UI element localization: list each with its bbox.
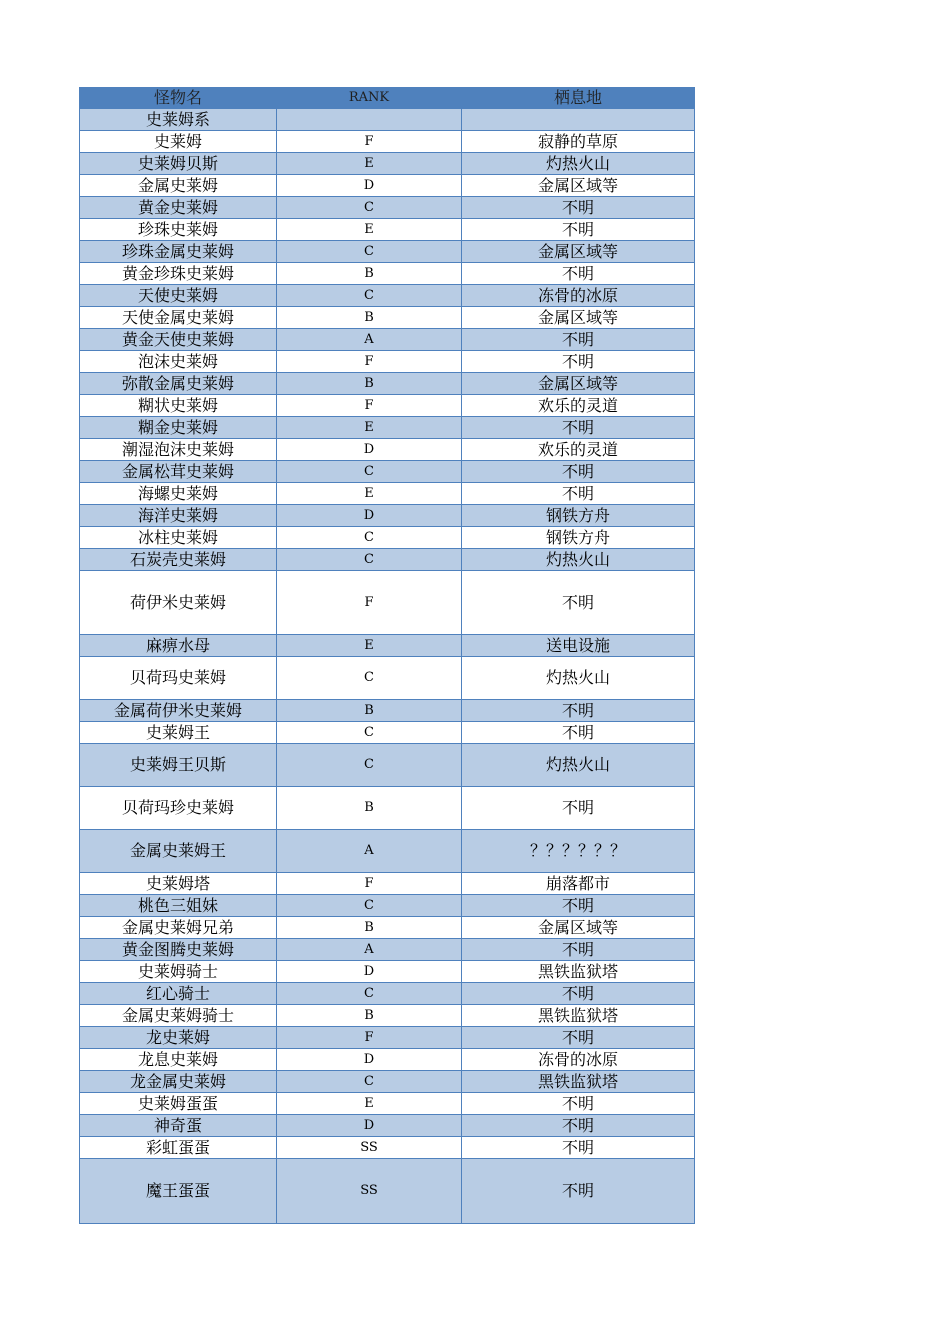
table-row (80, 307, 695, 329)
table-row (80, 873, 695, 895)
table-row (80, 700, 695, 722)
cell-habitat: 金属区域等 (462, 917, 695, 939)
cell-name: 黄金史莱姆 (80, 197, 277, 219)
table-row (80, 571, 695, 635)
cell-habitat: 金属区域等 (462, 373, 695, 395)
cell-rank: C (277, 657, 462, 700)
cell-habitat (462, 109, 695, 131)
cell-habitat: 送电设施 (462, 635, 695, 657)
cell-habitat: 黑铁监狱塔 (462, 1071, 695, 1093)
cell-habitat: 灼热火山 (462, 549, 695, 571)
cell-habitat: 崩落都市 (462, 873, 695, 895)
cell-habitat: 不明 (462, 700, 695, 722)
cell-habitat: 不明 (462, 263, 695, 285)
cell-name: 天使金属史莱姆 (80, 307, 277, 329)
table-row (80, 461, 695, 483)
table-row (80, 219, 695, 241)
cell-name: 史莱姆骑士 (80, 961, 277, 983)
cell-rank: B (277, 1005, 462, 1027)
cell-habitat: 冻骨的冰原 (462, 1049, 695, 1071)
cell-habitat: 冻骨的冰原 (462, 285, 695, 307)
cell-habitat: 不明 (462, 329, 695, 351)
cell-name: 糊状史莱姆 (80, 395, 277, 417)
table-row (80, 549, 695, 571)
cell-habitat: 不明 (462, 1093, 695, 1115)
cell-habitat: 灼热火山 (462, 744, 695, 787)
cell-rank: C (277, 461, 462, 483)
cell-name: 石炭壳史莱姆 (80, 549, 277, 571)
cell-rank: D (277, 439, 462, 461)
table-row (80, 1049, 695, 1071)
table-row (80, 787, 695, 830)
header-cell-habitat: 栖息地 (462, 88, 695, 109)
table-row (80, 329, 695, 351)
table-row (80, 505, 695, 527)
cell-habitat: 黑铁监狱塔 (462, 961, 695, 983)
table-row (80, 439, 695, 461)
cell-rank: E (277, 219, 462, 241)
cell-habitat: 不明 (462, 197, 695, 219)
cell-habitat: 不明 (462, 983, 695, 1005)
cell-habitat: 寂静的草原 (462, 131, 695, 153)
cell-rank: E (277, 417, 462, 439)
cell-habitat: 不明 (462, 1137, 695, 1159)
cell-name: 海洋史莱姆 (80, 505, 277, 527)
cell-name: 金属松茸史莱姆 (80, 461, 277, 483)
cell-name: 史莱姆系 (80, 109, 277, 131)
cell-name: 史莱姆贝斯 (80, 153, 277, 175)
cell-name: 金属史莱姆骑士 (80, 1005, 277, 1027)
table-row (80, 1137, 695, 1159)
table-row (80, 722, 695, 744)
cell-habitat: 不明 (462, 939, 695, 961)
cell-name: 魔王蛋蛋 (80, 1159, 277, 1224)
cell-rank: E (277, 1093, 462, 1115)
table-row (80, 395, 695, 417)
table-row (80, 1027, 695, 1049)
table-row (80, 109, 695, 131)
cell-name: 金属史莱姆王 (80, 830, 277, 873)
cell-habitat: 灼热火山 (462, 153, 695, 175)
cell-habitat: 不明 (462, 1159, 695, 1224)
cell-name: 潮湿泡沫史莱姆 (80, 439, 277, 461)
cell-habitat: 钢铁方舟 (462, 527, 695, 549)
cell-name: 贝荷玛珍史莱姆 (80, 787, 277, 830)
cell-name: 金属荷伊米史莱姆 (80, 700, 277, 722)
cell-habitat: 欢乐的灵道 (462, 439, 695, 461)
cell-habitat: 金属区域等 (462, 241, 695, 263)
cell-name: 泡沫史莱姆 (80, 351, 277, 373)
cell-rank: B (277, 700, 462, 722)
table-row (80, 961, 695, 983)
table-row (80, 263, 695, 285)
table-row (80, 417, 695, 439)
cell-name: 史莱姆王 (80, 722, 277, 744)
cell-name: 黄金天使史莱姆 (80, 329, 277, 351)
table-row (80, 657, 695, 700)
cell-habitat: 不明 (462, 219, 695, 241)
cell-habitat: 不明 (462, 571, 695, 635)
cell-habitat: 不明 (462, 722, 695, 744)
cell-rank (277, 109, 462, 131)
cell-habitat: 不明 (462, 461, 695, 483)
header-cell-rank: RANK (277, 88, 462, 109)
table-header-row (80, 88, 695, 109)
monster-table-body (80, 88, 695, 1224)
cell-rank: B (277, 373, 462, 395)
cell-rank: A (277, 329, 462, 351)
table-row (80, 1159, 695, 1224)
cell-name: 珍珠史莱姆 (80, 219, 277, 241)
table-row (80, 1115, 695, 1137)
table-row (80, 175, 695, 197)
cell-name: 天使史莱姆 (80, 285, 277, 307)
table-row (80, 241, 695, 263)
cell-rank: B (277, 917, 462, 939)
table-row (80, 373, 695, 395)
cell-name: 彩虹蛋蛋 (80, 1137, 277, 1159)
table-row (80, 635, 695, 657)
cell-habitat: 不明 (462, 895, 695, 917)
cell-name: 龙息史莱姆 (80, 1049, 277, 1071)
cell-habitat: 不明 (462, 351, 695, 373)
cell-habitat: 灼热火山 (462, 657, 695, 700)
cell-rank: C (277, 197, 462, 219)
cell-rank: A (277, 939, 462, 961)
cell-rank: SS (277, 1159, 462, 1224)
table-row (80, 153, 695, 175)
cell-habitat: 金属区域等 (462, 175, 695, 197)
cell-name: 海螺史莱姆 (80, 483, 277, 505)
cell-rank: F (277, 873, 462, 895)
table-row (80, 197, 695, 219)
table-row (80, 939, 695, 961)
cell-rank: D (277, 1115, 462, 1137)
cell-name: 史莱姆王贝斯 (80, 744, 277, 787)
cell-rank: D (277, 175, 462, 197)
cell-rank: D (277, 505, 462, 527)
cell-name: 冰柱史莱姆 (80, 527, 277, 549)
table-row (80, 527, 695, 549)
cell-name: 黄金珍珠史莱姆 (80, 263, 277, 285)
cell-habitat: 金属区域等 (462, 307, 695, 329)
table-row (80, 351, 695, 373)
cell-rank: C (277, 285, 462, 307)
cell-rank: A (277, 830, 462, 873)
cell-name: 史莱姆 (80, 131, 277, 153)
table-row (80, 917, 695, 939)
table-row (80, 895, 695, 917)
table-row (80, 983, 695, 1005)
cell-rank: C (277, 983, 462, 1005)
cell-rank: C (277, 722, 462, 744)
cell-name: 红心骑士 (80, 983, 277, 1005)
cell-name: 史莱姆塔 (80, 873, 277, 895)
cell-name: 荷伊米史莱姆 (80, 571, 277, 635)
cell-rank: F (277, 395, 462, 417)
table-row (80, 830, 695, 873)
cell-rank: E (277, 483, 462, 505)
cell-rank: E (277, 153, 462, 175)
cell-name: 珍珠金属史莱姆 (80, 241, 277, 263)
cell-name: 金属史莱姆 (80, 175, 277, 197)
cell-rank: B (277, 263, 462, 285)
table-row (80, 1005, 695, 1027)
table-row (80, 1093, 695, 1115)
cell-rank: C (277, 744, 462, 787)
cell-name: 麻痹水母 (80, 635, 277, 657)
cell-rank: D (277, 1049, 462, 1071)
cell-name: 史莱姆蛋蛋 (80, 1093, 277, 1115)
cell-rank: SS (277, 1137, 462, 1159)
header-cell-name: 怪物名 (80, 88, 277, 109)
cell-rank: F (277, 131, 462, 153)
cell-habitat: 钢铁方舟 (462, 505, 695, 527)
cell-habitat: 黑铁监狱塔 (462, 1005, 695, 1027)
table-row (80, 483, 695, 505)
cell-habitat: 不明 (462, 1027, 695, 1049)
cell-rank: B (277, 787, 462, 830)
table-row (80, 285, 695, 307)
cell-name: 弥散金属史莱姆 (80, 373, 277, 395)
cell-habitat: 不明 (462, 787, 695, 830)
cell-name: 糊金史莱姆 (80, 417, 277, 439)
cell-name: 龙史莱姆 (80, 1027, 277, 1049)
cell-habitat: ？？？？？？ (462, 830, 695, 873)
cell-habitat: 欢乐的灵道 (462, 395, 695, 417)
cell-habitat: 不明 (462, 483, 695, 505)
cell-rank: E (277, 635, 462, 657)
cell-name: 桃色三姐妹 (80, 895, 277, 917)
table-row (80, 131, 695, 153)
cell-name: 黄金图腾史莱姆 (80, 939, 277, 961)
cell-habitat: 不明 (462, 417, 695, 439)
cell-rank: F (277, 571, 462, 635)
cell-name: 贝荷玛史莱姆 (80, 657, 277, 700)
cell-rank: D (277, 961, 462, 983)
cell-habitat: 不明 (462, 1115, 695, 1137)
cell-rank: C (277, 241, 462, 263)
table-row (80, 744, 695, 787)
cell-rank: C (277, 1071, 462, 1093)
monster-table (79, 87, 695, 1224)
cell-rank: C (277, 895, 462, 917)
cell-rank: C (277, 527, 462, 549)
cell-name: 龙金属史莱姆 (80, 1071, 277, 1093)
cell-name: 神奇蛋 (80, 1115, 277, 1137)
cell-rank: C (277, 549, 462, 571)
cell-name: 金属史莱姆兄弟 (80, 917, 277, 939)
cell-rank: B (277, 307, 462, 329)
cell-rank: F (277, 1027, 462, 1049)
table-row (80, 1071, 695, 1093)
cell-rank: F (277, 351, 462, 373)
